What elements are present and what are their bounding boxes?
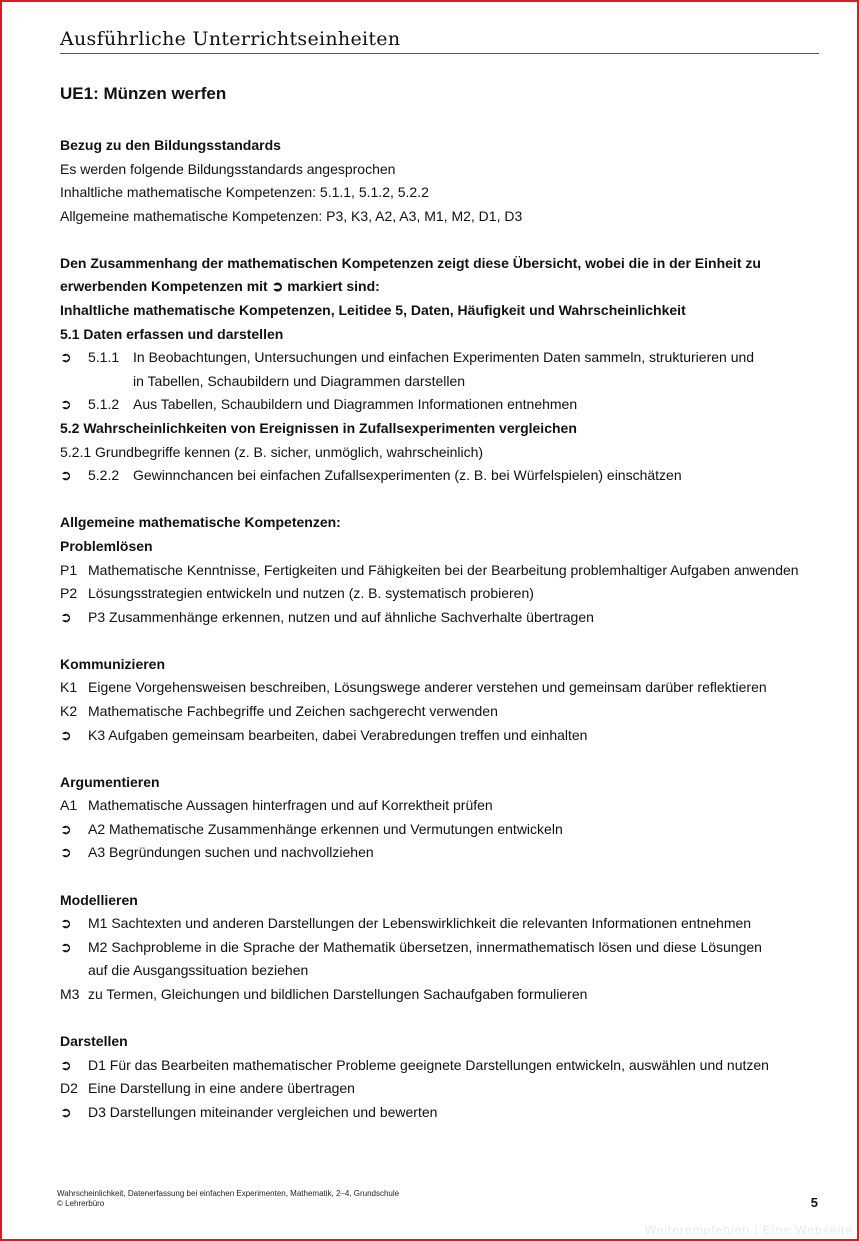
bezug-line-2: Inhaltliche mathematische Kompetenzen: 5.1.1, 5.1.2, 5.2.2 bbox=[60, 184, 429, 201]
arrow-marker-icon: ➲ bbox=[60, 844, 72, 861]
competence-a3: ➲ A3 Begründungen suchen und nachvollziehen bbox=[60, 841, 830, 865]
section-5-1-heading: 5.1 Daten erfassen und darstellen bbox=[60, 325, 284, 342]
bezug-heading: Bezug zu den Bildungsstandards bbox=[60, 137, 281, 153]
competence-p2: P2 Lösungsstrategien entwickeln und nutzen (z. B. systematisch probieren) bbox=[60, 585, 534, 602]
competence-k3: ➲ K3 Aufgaben gemeinsam bearbeiten, dabei Verabredungen treffen und einhalten bbox=[60, 724, 830, 748]
competence-m1: ➲ M1 Sachtexten und anderen Darstellungen der Lebenswirklichkeit die relevanten Informationen entnehmen bbox=[60, 912, 830, 936]
competence-m3: M3 zu Termen, Gleichungen und bildlichen Darstellungen Sachaufgaben formulieren bbox=[60, 985, 588, 1002]
overview-intro-2: erwerbenden Kompetenzen mit ➲ markiert sind: bbox=[60, 278, 380, 295]
footer-source: Wahrscheinlichkeit, Datenerfassung bei einfachen Experimenten, Mathematik, 2–4, Grundschule bbox=[57, 1189, 400, 1198]
page-number: 5 bbox=[810, 1195, 818, 1210]
competence-p1: P1 Mathematische Kenntnisse, Fertigkeiten und Fähigkeiten bei der Bearbeitung problemhaltiger Aufgaben anwenden bbox=[60, 561, 799, 578]
darstellen-heading: Darstellen bbox=[60, 1033, 128, 1049]
competence-d1: ➲ D1 Für das Bearbeiten mathematischer Probleme geeignete Darstellungen entwickeln, auswählen und nutzen bbox=[60, 1054, 830, 1078]
argumentieren-heading: Argumentieren bbox=[60, 773, 160, 790]
arrow-marker-icon: ➲ bbox=[60, 820, 72, 837]
competence-k2: K2 Mathematische Fachbegriffe und Zeichen sachgerecht verwenden bbox=[60, 702, 498, 719]
arrow-marker-icon: ➲ bbox=[60, 1103, 72, 1120]
bezug-line-3: Allgemeine mathematische Kompetenzen: P3, K3, A2, A3, M1, M2, D1, D3 bbox=[60, 207, 523, 224]
competence-p3: ➲ P3 Zusammenhänge erkennen, nutzen und auf ähnliche Sachverhalte übertragen bbox=[60, 606, 830, 630]
document-body bbox=[60, 80, 830, 1124]
watermark-text: Weiterempfehlen | Eine Webseite bbox=[644, 1223, 853, 1237]
competence-m2-continued: auf die Ausgangssituation beziehen bbox=[88, 962, 309, 979]
kommunizieren-heading: Kommunizieren bbox=[60, 655, 166, 672]
arrow-marker-icon: ➲ bbox=[60, 396, 72, 413]
competence-a1: A1 Mathematische Aussagen hinterfragen und auf Korrektheit prüfen bbox=[60, 797, 493, 814]
footer-copyright: © Lehrerbüro bbox=[57, 1199, 105, 1208]
page-header-title: Ausführliche Unterrichtseinheiten bbox=[60, 28, 819, 54]
competence-5-1-1: ➲ 5.1.1 In Beobachtungen, Untersuchungen und einfachen Experimenten Daten sammeln, strukturieren und bbox=[60, 346, 830, 370]
competence-d3: ➲ D3 Darstellungen miteinander vergleichen und bewerten bbox=[60, 1101, 830, 1125]
problemloesen-heading: Problemlösen bbox=[60, 537, 153, 554]
page-footer bbox=[57, 1189, 399, 1209]
arrow-marker-icon: ➲ bbox=[60, 915, 72, 932]
overview-intro-1: Den Zusammenhang der mathematischen Kompetenzen zeigt diese Übersicht, wobei die in der Einheit zu bbox=[60, 254, 761, 271]
competence-k1: K1 Eigene Vorgehensweisen beschreiben, Lösungswege anderer verstehen und gemeinsam darüber reflektieren bbox=[60, 679, 767, 696]
competence-5-1-1-continued: in Tabellen, Schaubildern und Diagrammen darstellen bbox=[133, 372, 466, 389]
competence-5-2-1: 5.2.1 Grundbegriffe kennen (z. B. sicher, unmöglich, wahrscheinlich) bbox=[60, 443, 484, 460]
competence-m2: ➲ M2 Sachprobleme in die Sprache der Mathematik übersetzen, innermathematisch lösen und diese Lösungen bbox=[60, 936, 830, 960]
competence-5-1-2: ➲ 5.1.2 Aus Tabellen, Schaubildern und Diagrammen Informationen entnehmen bbox=[60, 393, 830, 417]
bezug-line-1: Es werden folgende Bildungsstandards angesprochen bbox=[60, 160, 396, 177]
arrow-marker-icon: ➲ bbox=[60, 608, 72, 625]
section-5-2-heading: 5.2 Wahrscheinlichkeiten von Ereignissen in Zufallsexperimenten vergleichen bbox=[60, 420, 577, 437]
arrow-marker-icon: ➲ bbox=[60, 467, 72, 484]
unit-title: UE1: Münzen werfen bbox=[60, 84, 227, 103]
leitidee-heading: Inhaltliche mathematische Kompetenzen, Leitidee 5, Daten, Häufigkeit und Wahrscheinlichkeit bbox=[60, 302, 686, 319]
modellieren-heading: Modellieren bbox=[60, 891, 138, 908]
arrow-marker-icon: ➲ bbox=[60, 349, 72, 366]
competence-5-2-2: ➲ 5.2.2 Gewinnchancen bei einfachen Zufallsexperimenten (z. B. bei Würfelspielen) einschätzen bbox=[60, 464, 830, 488]
allgemein-heading: Allgemeine mathematische Kompetenzen: bbox=[60, 514, 341, 531]
arrow-marker-icon: ➲ bbox=[60, 938, 72, 955]
competence-a2: ➲ A2 Mathematische Zusammenhänge erkennen und Vermutungen entwickeln bbox=[60, 818, 830, 842]
arrow-marker-icon: ➲ bbox=[60, 726, 72, 743]
arrow-marker-icon: ➲ bbox=[60, 1056, 72, 1073]
competence-d2: D2 Eine Darstellung in eine andere übertragen bbox=[60, 1080, 355, 1097]
